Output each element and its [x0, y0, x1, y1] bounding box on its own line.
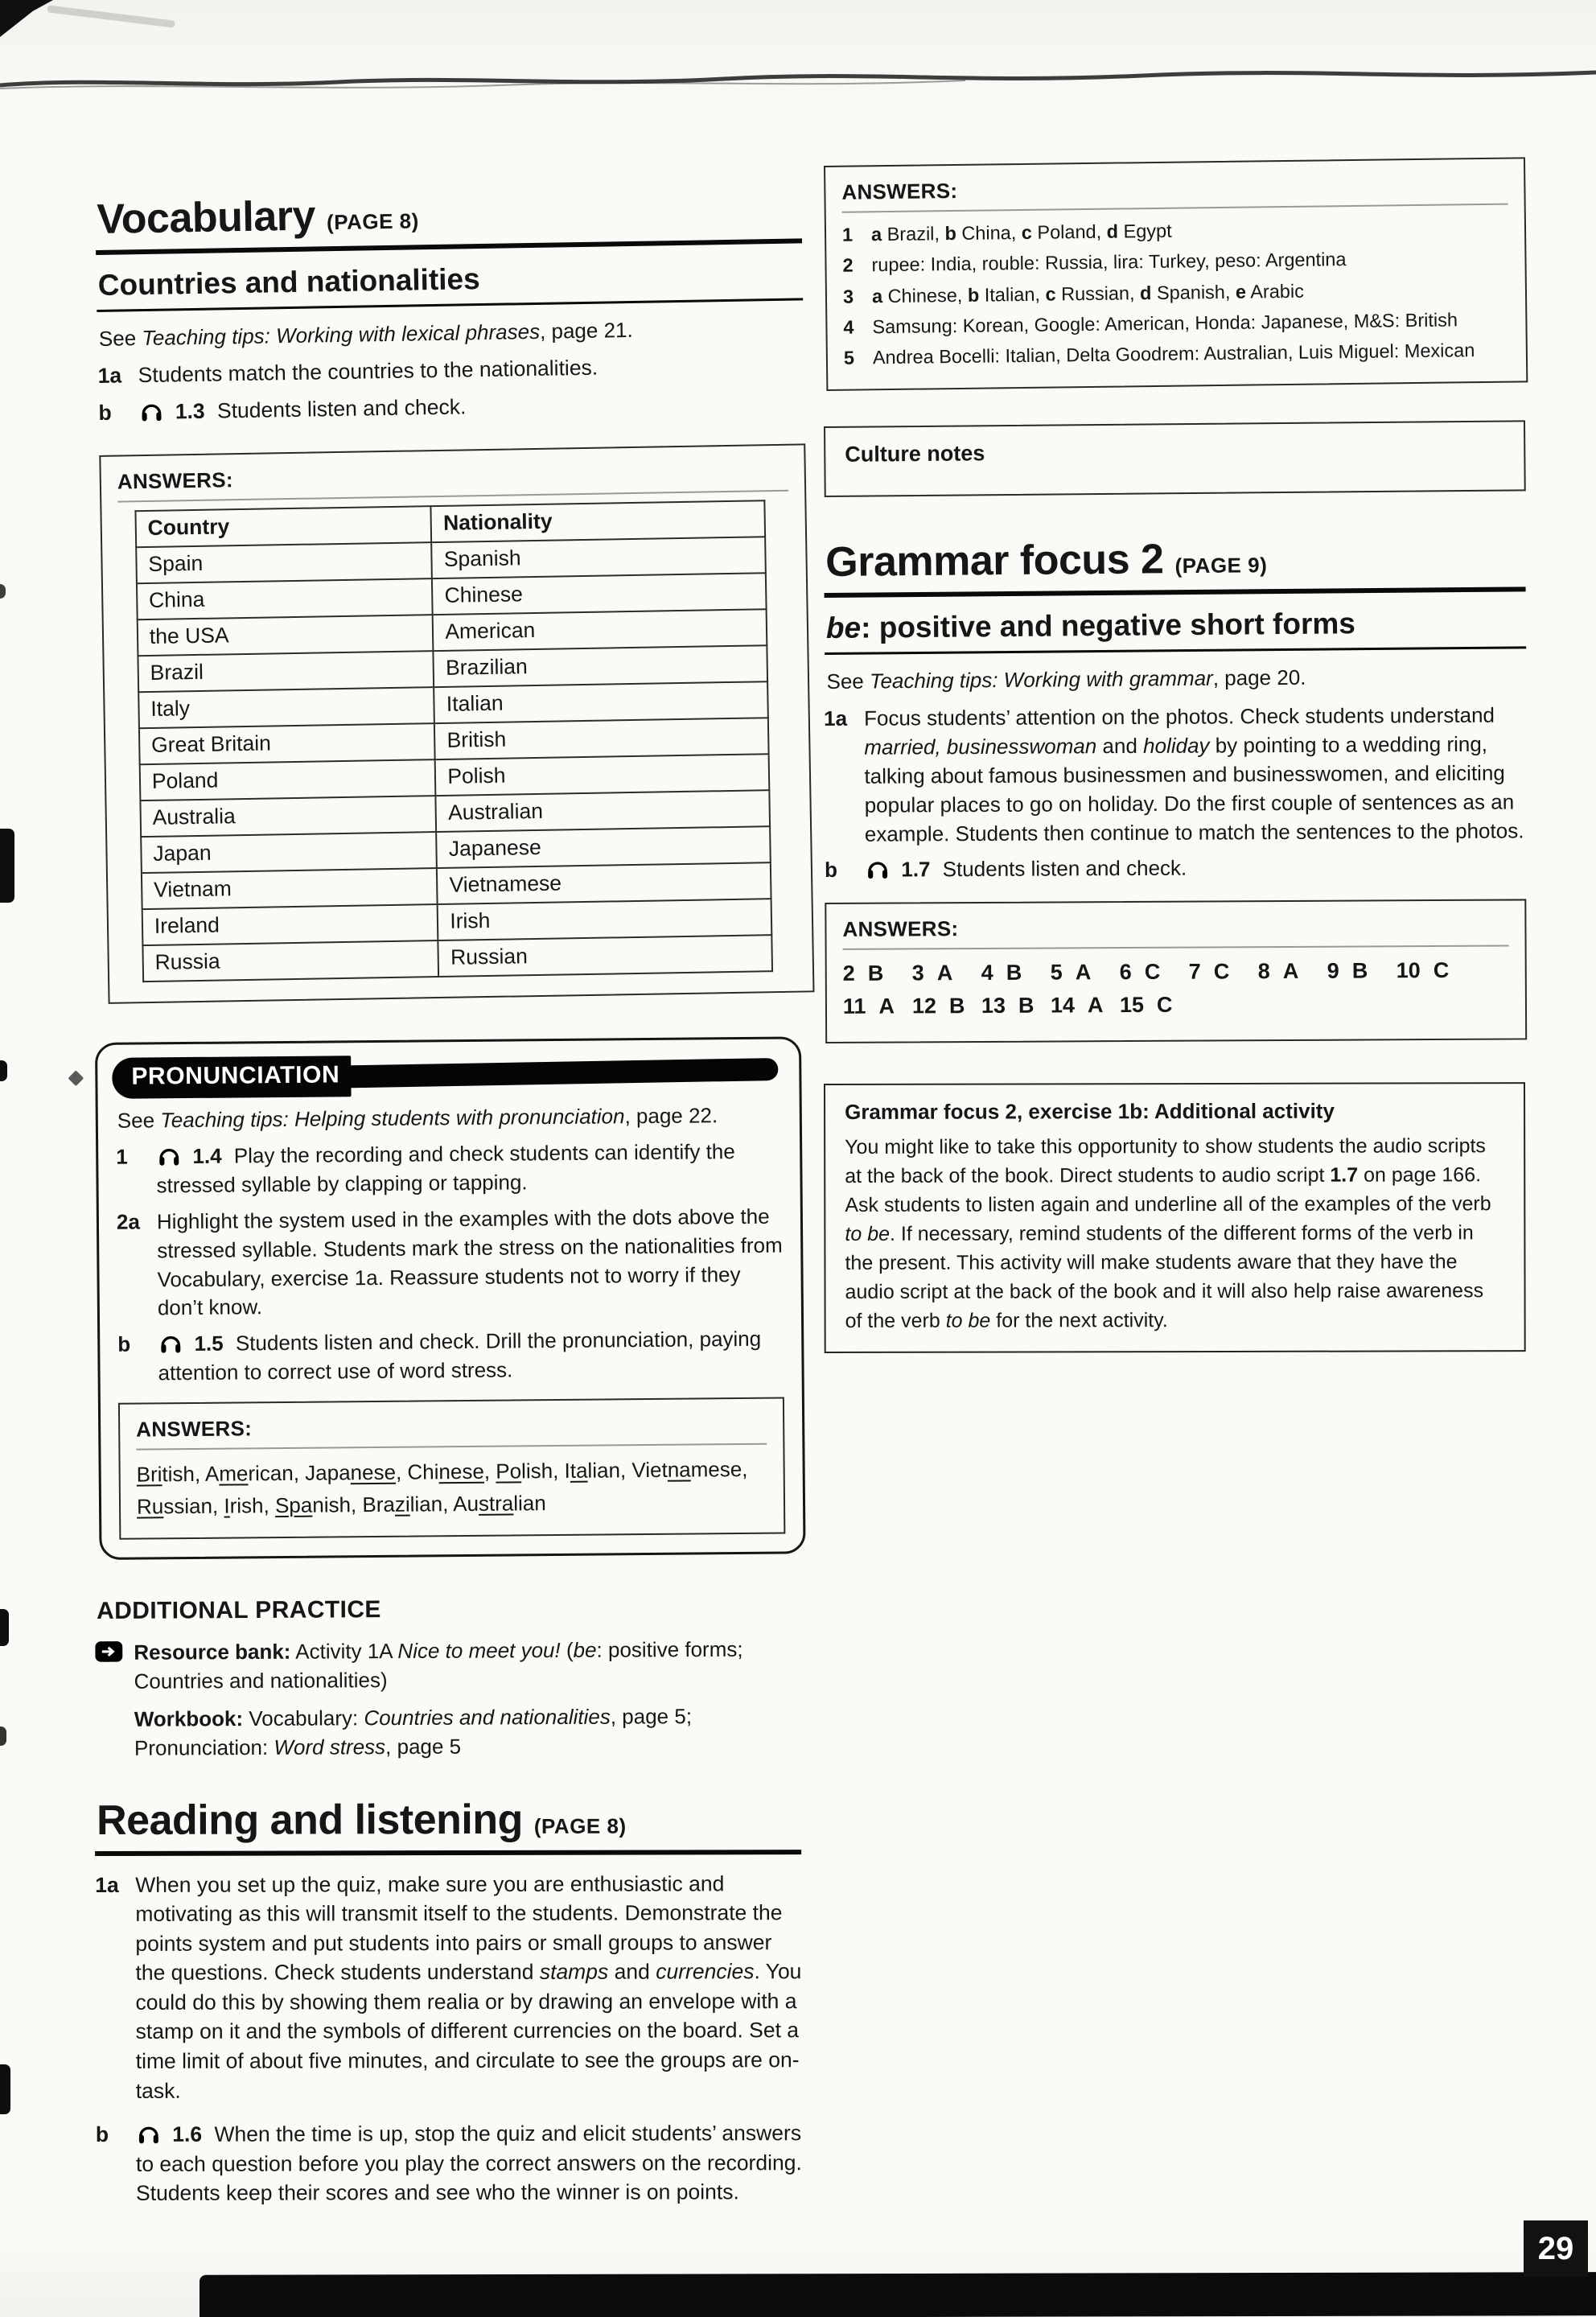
scan-edge-mark	[0, 1609, 9, 1646]
answer-number: 5	[843, 347, 855, 368]
country-cell: Poland	[140, 759, 436, 800]
scan-corner-mark	[0, 0, 53, 37]
page-reference: (PAGE 8)	[326, 208, 420, 235]
headphones-icon	[156, 1142, 182, 1171]
answer-text: a Chinese, b Italian, c Russian, d Spanish, e Arabic	[871, 280, 1305, 307]
answer-pair	[1327, 958, 1396, 983]
exercise-item-1a	[97, 350, 804, 391]
answer-pair-letter: C	[1433, 957, 1450, 982]
answer-pair-number: 3	[911, 961, 924, 986]
headphones-icon	[865, 856, 891, 885]
exercise-item-b	[98, 386, 804, 427]
audio-track-number: 1.5	[194, 1331, 224, 1356]
answer-pair-number: 14	[1050, 993, 1076, 1018]
item-text	[138, 386, 804, 426]
answer-text: Samsung: Korean, Google: American, Honda: Japanese, M&S: British	[872, 309, 1458, 338]
answer-pair-letter: B	[948, 993, 965, 1019]
item-label: 2a	[116, 1208, 140, 1234]
nationality-cell: Spanish	[432, 537, 766, 578]
scan-corner-streak	[47, 5, 175, 27]
answer-pair-number: 5	[1050, 960, 1063, 985]
answer-pair	[1051, 993, 1120, 1018]
culture-notes-title: Culture notes	[845, 441, 985, 467]
answer-pair	[843, 961, 912, 986]
teaching-tips-note: See Teaching tips: Helping students with pronunciation, page 22.	[117, 1102, 718, 1133]
exercise-item-b	[117, 1324, 784, 1388]
additional-practice-title: ADDITIONAL PRACTICE	[96, 1596, 381, 1625]
section-title-text: Vocabulary	[96, 192, 316, 243]
answer-line	[844, 336, 1510, 372]
answer-pair	[981, 993, 1051, 1018]
answers-label: ANSWERS:	[136, 1410, 767, 1450]
section-grammar-focus	[824, 535, 1527, 697]
pronunciation-title: PRONUNCIATION	[112, 1056, 351, 1099]
culture-note-paragraph	[845, 472, 1505, 478]
right-column	[824, 166, 1525, 1353]
answer-pair-letter: C	[1156, 992, 1173, 1017]
section-title-text: Reading and listening	[96, 1796, 523, 1844]
page-reference: (PAGE 8)	[533, 1813, 627, 1838]
culture-note-paragraph	[845, 472, 1505, 478]
exercise-item-2a	[117, 1202, 784, 1323]
exercise-item-1a	[95, 1869, 802, 2105]
scan-edge-mark	[0, 1726, 6, 1746]
answer-line	[843, 274, 1509, 311]
countries-table	[134, 500, 773, 982]
answer-pair-number: 8	[1257, 958, 1270, 984]
answer-pair-number: 15	[1119, 992, 1145, 1017]
answer-pair	[1189, 959, 1258, 984]
page-reference: (PAGE 9)	[1174, 553, 1268, 578]
grammar-subtitle: be: positive and negative short forms	[825, 606, 1526, 655]
reading-listening-title	[95, 1797, 801, 1855]
audio-track-number: 1.7	[901, 857, 931, 882]
item-text-body: When the time is up, stop the quiz and elicit students’ answers to each question before you play the correct answers on the recording. Students keep their scores and see who the winner is on points.	[135, 2121, 802, 2205]
pronunciation-box	[95, 1036, 806, 1559]
answer-number: 4	[843, 316, 854, 338]
culture-note-paragraph	[845, 472, 1505, 478]
workbook-note: Workbook: Vocabulary: Countries and nationalities, page 5; Pronunciation: Word stress, page 5	[134, 1704, 693, 1761]
item-text: Focus students’ attention on the photos. Check students understand married, businesswoman and holiday by pointing to a wedding ring, talking about famous businessmen and businesswomen, and eliciting popular places to go on holiday. Do the first couple of sentences as an example. Students then continue to match the sentences to the photos.	[864, 702, 1524, 846]
answer-line	[842, 244, 1508, 280]
pronunciation-answers-box	[118, 1397, 785, 1539]
exercise-item-1	[116, 1137, 783, 1200]
country-cell: China	[137, 578, 433, 619]
country-cell: Spain	[136, 542, 432, 583]
grammar-exercise-items	[824, 701, 1527, 1043]
answer-text: Andrea Bocelli: Italian, Delta Goodrem: Australian, Luis Miguel: Mexican	[872, 340, 1475, 368]
audio-track-number: 1.4	[192, 1143, 222, 1168]
item-label: 1a	[97, 363, 122, 389]
country-cell: Great Britain	[139, 723, 435, 764]
culture-note-paragraph	[845, 472, 1505, 478]
left-column	[95, 192, 802, 2216]
answer-number: 2	[842, 254, 854, 276]
section-vocabulary	[95, 186, 814, 1003]
country-cell: Japan	[141, 832, 437, 873]
answers-label: ANSWERS:	[842, 912, 1508, 949]
teaching-tips-note: See Teaching tips: Working with grammar, page 20.	[826, 665, 1306, 694]
nationality-cell: Chinese	[432, 573, 766, 615]
audio-track-number: 1.3	[175, 398, 205, 424]
headphones-icon	[136, 2120, 162, 2150]
quiz-answers-box	[824, 157, 1528, 391]
answer-text: a Brazil, b China, c Poland, d Egypt	[870, 220, 1172, 245]
nationality-cell: Irish	[438, 899, 771, 940]
column-header-country: Country	[135, 506, 431, 547]
country-cell: Ireland	[142, 904, 438, 945]
answer-pair	[1396, 958, 1466, 983]
answer-pair	[912, 961, 981, 986]
grammar-answers-box	[825, 899, 1527, 1043]
nationality-cell: Polish	[435, 754, 769, 796]
item-text-body: Students listen and check.	[216, 394, 467, 423]
answer-line	[843, 305, 1509, 341]
answer-pair	[912, 994, 981, 1019]
item-text	[156, 1137, 783, 1200]
item-label: 1a	[95, 1872, 119, 1897]
column-header-nationality: Nationality	[431, 500, 765, 542]
section-additional-practice	[95, 1595, 802, 1763]
answers-label: ANSWERS:	[117, 456, 789, 502]
additional-activity-body: You might like to take this opportunity to show students the audio scripts at the back of the book. Direct students to audio script 1.7 on page 166. Ask students to listen again and underline all of the examples of the verb to be. If necessary, remind students of the different forms of the verb in the present. This activity will make students aware that they have the audio script at the back of the book and it will also help raise awareness of the verb to be for the next activity.	[845, 1134, 1491, 1332]
country-cell: Russia	[142, 940, 438, 982]
country-cell: the USA	[138, 615, 434, 656]
scan-edge-mark	[0, 584, 6, 599]
country-cell: Australia	[140, 796, 436, 837]
answer-pair-letter: A	[1282, 958, 1299, 983]
answer-line	[842, 213, 1508, 249]
item-label: 1a	[824, 706, 848, 730]
answer-number: 1	[841, 224, 854, 245]
nationality-cell: Vietnamese	[437, 862, 771, 904]
answer-pair	[1051, 960, 1120, 985]
answer-pair-letter: C	[1144, 959, 1161, 984]
answer-pair-letter: A	[936, 961, 953, 986]
item-text	[865, 852, 1526, 884]
culture-notes-box	[824, 421, 1526, 498]
answer-pair-letter: B	[1351, 958, 1368, 983]
additional-activity-title: Grammar focus 2, exercise 1b: Additional activity	[845, 1098, 1335, 1124]
answer-pair-letter: C	[1213, 959, 1230, 984]
item-text	[158, 1324, 784, 1388]
pronunciation-header	[112, 1051, 781, 1098]
nationality-cell: British	[434, 718, 768, 759]
teaching-tips-note: See Teaching tips: Working with lexical phrases, page 21.	[98, 318, 633, 352]
answer-pair-number: 13	[981, 993, 1006, 1018]
answer-number: 3	[842, 286, 854, 307]
item-label: b	[824, 857, 838, 882]
answer-pair-number: 11	[842, 994, 866, 1019]
exercise-item-b	[96, 2118, 802, 2208]
exercise-item-b	[825, 852, 1526, 884]
grammar-focus-title	[824, 535, 1526, 598]
scan-speck	[68, 1070, 84, 1086]
culture-note-paragraph	[845, 472, 1505, 478]
item-label: b	[117, 1331, 131, 1356]
item-text-body: Students listen and check. Drill the pronunciation, paying attention to correct use of word stress.	[158, 1326, 762, 1385]
culture-note-paragraph	[845, 472, 1505, 478]
item-label: b	[98, 400, 112, 425]
answer-pair-letter: A	[878, 994, 895, 1019]
section-reading-listening	[95, 1797, 802, 2208]
scan-edge-mark	[0, 1060, 7, 1081]
answer-pair-letter: B	[1018, 993, 1035, 1018]
section-title-text: Grammar focus 2	[825, 536, 1164, 586]
header-ink-smear	[350, 1057, 779, 1087]
vocabulary-answers-box	[99, 443, 814, 1003]
nationality-cell: Japanese	[436, 826, 770, 868]
answer-pair-number: 9	[1327, 958, 1339, 983]
nationality-cell: Italian	[434, 681, 767, 723]
answer-pair-letter: B	[1006, 960, 1022, 985]
country-cell: Brazil	[138, 651, 434, 692]
item-text-body: Students listen and check.	[942, 855, 1187, 882]
nationality-cell: Australian	[436, 790, 770, 832]
answer-pair-number: 12	[911, 994, 937, 1019]
item-label: 1	[116, 1144, 128, 1169]
answer-pair-number: 4	[981, 960, 993, 985]
resource-bank-note: Resource bank: Activity 1A Nice to meet you! (be: positive forms; Countries and nationalities)	[134, 1636, 743, 1694]
page-number: 29	[1524, 2220, 1588, 2277]
answer-pair-number: 2	[842, 961, 855, 986]
answer-pair	[1120, 960, 1189, 985]
vocabulary-title	[95, 186, 802, 254]
nationality-cell: Brazilian	[434, 645, 767, 687]
resource-bank-row	[95, 1635, 801, 1697]
answer-pair-number: 7	[1188, 959, 1201, 984]
country-cell: Vietnam	[142, 868, 438, 909]
culture-note-paragraph	[845, 472, 1505, 478]
scan-edge-mark	[0, 829, 14, 903]
answer-pair	[843, 994, 912, 1019]
resource-bank-icon	[95, 1638, 124, 1697]
answer-pair	[1120, 993, 1189, 1018]
exercise-item-1a	[824, 701, 1526, 849]
scan-topline-artifact	[0, 63, 1596, 98]
answer-pair	[981, 960, 1051, 985]
answers-label: ANSWERS:	[841, 171, 1508, 213]
answer-pair-letter: A	[1075, 960, 1092, 985]
item-text-body: Play the recording and check students can identify the stressed syllable by clapping or tapping.	[156, 1138, 735, 1197]
item-label: b	[95, 2122, 109, 2146]
item-text: When you set up the quiz, make sure you are enthusiastic and motivating as this will transmit itself to the students. Demonstrate the points system and put students into pairs or small groups to answer the questions. Check students understand stamps and currencies. You could do this by showing them realia or by drawing an envelope with a stamp on it and the symbols of different currencies on the board. Set a time limit of about five minutes, and circulate to see the groups are on-task.	[135, 1870, 802, 2103]
answer-pair-number: 6	[1119, 959, 1132, 984]
scan-bottom-bar	[200, 2272, 1596, 2317]
stress-answers: British, American, Japanese, Chinese, Polish, Italian, Vietnamese, Russian, Irish, Spanish, Brazilian, Australian	[136, 1456, 748, 1519]
answer-pair-letter: A	[1087, 993, 1104, 1018]
nationality-cell: Russian	[438, 935, 772, 977]
audio-track-number: 1.6	[172, 2122, 203, 2146]
nationality-cell: American	[433, 609, 767, 651]
item-text: Highlight the system used in the examples with the dots above the stressed syllable. Students mark the stress on the nationalities from Vocabulary, exercise 1a. Reassure students not to worry if they don’t know.	[156, 1204, 783, 1320]
answer-pair	[1258, 959, 1327, 984]
countries-nationalities-subtitle: Countries and nationalities	[96, 257, 803, 312]
headphones-icon	[138, 397, 165, 427]
country-cell: Italy	[138, 687, 434, 728]
additional-activity-box	[824, 1082, 1526, 1353]
answer-pair-number: 10	[1396, 957, 1421, 983]
scan-edge-mark	[0, 2064, 10, 2114]
headphones-icon	[158, 1330, 183, 1359]
item-text: Students match the countries to the nationalities.	[138, 356, 598, 388]
answer-pair-letter: B	[867, 961, 884, 986]
item-text	[136, 2118, 802, 2208]
answer-text: rupee: India, rouble: Russia, lira: Turkey, peso: Argentina	[871, 249, 1347, 276]
